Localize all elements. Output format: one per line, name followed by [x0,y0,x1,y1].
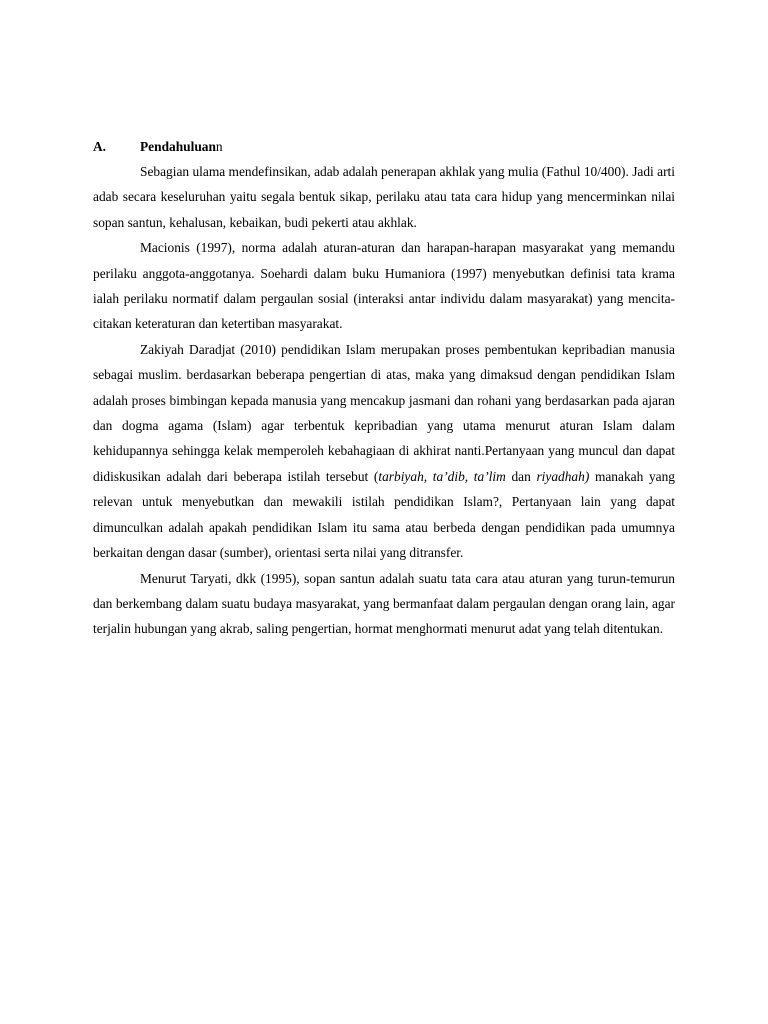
italic-terms: tarbiyah, ta’dib, ta’lim [378,468,506,484]
document-body [93,137,675,642]
paragraph-pendidikan-islam [93,337,675,566]
paragraph-sopan-santun: Menurut Taryati, dkk (1995), sopan santun adalah suatu tata cara atau aturan yang turun-temurun dan berkembang dalam suatu budaya masyarakat, yang bermanfaat dalam pergaulan dengan orang lain, agar terjalin hubungan yang akrab, saling pengertian, hormat menghormati menurut adat yang telah ditentukan. [93,570,675,637]
paragraph-pendidikan-islam-part1: Zakiyah Daradjat (2010) pendidikan Islam merupakan proses pembentukan kepribadian manusia sebagai muslim. berdasarkan beberapa pengertian di atas, maka yang dimaksud dengan pendidikan Islam adalah proses bimbingan kepada manusia yang mencakup jasmani dan rohani yang berdasarkan pada ajaran dan dogma agama (Islam) agar terbentuk kepribadian yang utama menurut aturan Islam dalam kehidupannya sehingga kelak memperoleh kebahagiaan di akhirat nanti.Pertanyaan yang muncul dan dapat didiskusikan adalah dari beberapa istilah tersebut ( [93,341,675,484]
paragraph-norma: Macionis (1997), norma adalah aturan-aturan dan harapan-harapan masyarakat yang memandu perilaku anggota-anggotanya. Soehardi dalam buku Humaniora (1997) menyebutkan definisi tata krama ialah perilaku normatif dalam pergaulan sosial (interaksi antar individu dalam masyarakat) yang mencita-citakan keteraturan dan ketertiban masyarakat. [93,240,675,332]
section-number: A. [93,139,107,154]
paragraph-adab: Sebagian ulama mendefinsikan, adab adalah penerapan akhlak yang mulia (Fathul 10/400). Jadi arti adab secara keseluruhan yaitu segala bentuk sikap, perilaku atau tata cara hidup yang mencerminkan nilai sopan santun, kehalusan, kebaikan, budi pekerti atau akhlak. [93,164,675,230]
conjunction-text: dan [505,468,537,484]
italic-term-riyadhah: riyadhah) [536,468,590,484]
section-heading [93,137,675,157]
section-title [140,137,223,157]
paragraph-pendidikan-islam-part2: manakah yang relevan untuk menyebutkan dan mewakili istilah pendidikan Islam?, Pertanyaan lain yang dapat dimunculkan adalah apakah pendidikan Islam itu sama atau berbeda dengan pendidikan pada umumnya berkaitan dengan dasar (sumber), orientasi serta nilai yang ditransfer. [93,468,675,561]
section-title-tail: n [215,139,223,154]
section-title-text: Pendahuluan [140,139,216,154]
